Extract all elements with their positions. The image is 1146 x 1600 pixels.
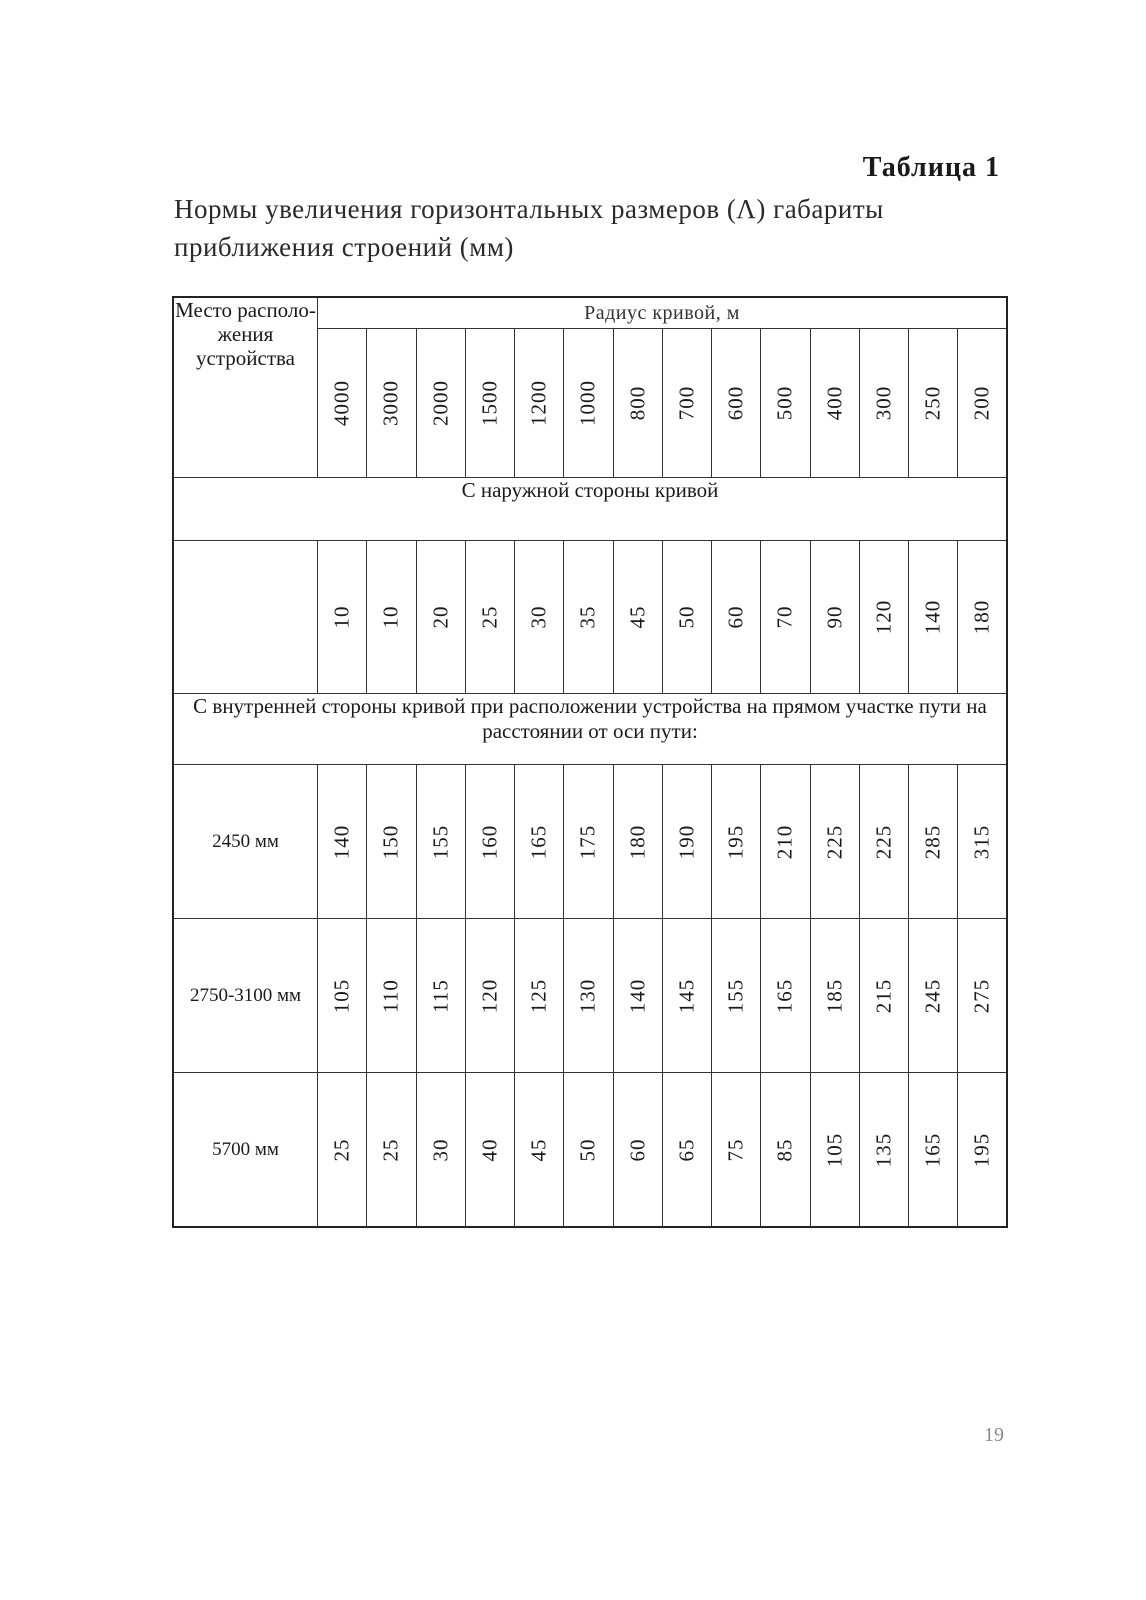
radius-cell — [712, 329, 761, 478]
location-header: Место располо-жения устройства — [173, 297, 318, 478]
value-cell-text: 135 — [871, 1132, 896, 1167]
document-title: Нормы увеличения горизонтальных размеров (Λ) габариты приближения строений (мм) — [174, 194, 884, 262]
value-cell — [613, 1073, 662, 1228]
value-cell — [416, 541, 465, 694]
value-cell-text: 85 — [772, 1138, 797, 1161]
radius-cell — [318, 329, 367, 478]
radius-cell — [909, 329, 958, 478]
value-cell-text: 60 — [723, 605, 748, 629]
distance-label: 2450 мм — [173, 765, 318, 919]
radius-cell — [810, 329, 859, 478]
value-cell-text: 150 — [378, 824, 403, 859]
value-cell — [564, 919, 613, 1073]
value-cell-text: 160 — [477, 824, 502, 859]
value-cell — [712, 765, 761, 919]
value-cell — [416, 1073, 465, 1228]
inner-section-label: С внутренней стороны кривой при расположении устройства на прямом участке пути на расстоянии от оси пути: — [173, 694, 1007, 765]
inner-section-row — [173, 694, 1007, 765]
value-cell — [367, 919, 416, 1073]
value-cell-text: 185 — [822, 978, 847, 1013]
radius-cell — [367, 329, 416, 478]
radius-cell-text: 1000 — [575, 380, 600, 426]
value-cell-text: 190 — [674, 824, 699, 859]
value-cell — [613, 541, 662, 694]
value-cell — [810, 541, 859, 694]
value-cell — [859, 919, 908, 1073]
value-cell-text: 60 — [625, 1138, 650, 1161]
outer-section-label: С наружной стороны кривой — [173, 478, 1007, 541]
distance-label: 2750-3100 мм — [173, 919, 318, 1073]
value-cell — [761, 765, 810, 919]
norms-table — [172, 296, 1008, 1228]
value-cell — [859, 765, 908, 919]
radius-cell — [662, 329, 711, 478]
value-cell-text: 215 — [871, 978, 896, 1013]
value-cell-text: 155 — [428, 824, 453, 859]
outer-values-row — [173, 541, 1007, 694]
value-cell-text: 145 — [674, 978, 699, 1013]
radius-cell-text: 2000 — [428, 380, 453, 426]
radius-cell — [958, 329, 1007, 478]
radius-cell-text: 400 — [822, 385, 847, 421]
value-cell — [515, 541, 564, 694]
value-cell — [909, 919, 958, 1073]
radius-cell — [515, 329, 564, 478]
radius-cell-text: 1500 — [477, 380, 502, 426]
radius-cell-text: 300 — [871, 385, 896, 421]
value-cell — [761, 541, 810, 694]
value-cell — [810, 1073, 859, 1228]
value-cell-text: 25 — [477, 605, 502, 629]
value-cell — [318, 1073, 367, 1228]
value-cell-text: 245 — [920, 978, 945, 1013]
radius-cell-text: 600 — [723, 385, 748, 421]
radius-cell-text: 250 — [920, 385, 945, 421]
value-cell-text: 10 — [378, 605, 403, 629]
table-row — [173, 1073, 1007, 1228]
value-cell — [810, 765, 859, 919]
value-cell — [318, 919, 367, 1073]
radius-cell — [465, 329, 514, 478]
header-row — [173, 297, 1007, 329]
value-cell-text: 25 — [378, 1138, 403, 1161]
value-cell-text: 65 — [674, 1138, 699, 1161]
value-cell — [712, 541, 761, 694]
value-cell-text: 90 — [822, 605, 847, 629]
value-cell — [613, 919, 662, 1073]
value-cell-text: 45 — [526, 1138, 551, 1161]
radius-cell-text: 3000 — [378, 380, 403, 426]
radius-cell — [613, 329, 662, 478]
value-cell — [909, 765, 958, 919]
value-cell-text: 40 — [477, 1138, 502, 1161]
value-cell-text: 315 — [969, 824, 994, 859]
value-cell-text: 20 — [428, 605, 453, 629]
value-cell — [761, 1073, 810, 1228]
page-number: 19 — [984, 1424, 1004, 1446]
radius-cell — [564, 329, 613, 478]
value-cell — [318, 765, 367, 919]
value-cell — [564, 765, 613, 919]
value-cell-text: 115 — [428, 978, 453, 1013]
value-cell-text: 225 — [822, 824, 847, 859]
value-cell-text: 125 — [526, 978, 551, 1013]
value-cell-text: 165 — [920, 1132, 945, 1167]
value-cell-text: 25 — [329, 1138, 354, 1161]
value-cell — [958, 919, 1007, 1073]
value-cell — [318, 541, 367, 694]
value-cell-text: 140 — [920, 599, 945, 635]
value-cell-text: 275 — [969, 978, 994, 1013]
value-cell — [465, 541, 514, 694]
value-cell — [367, 765, 416, 919]
value-cell — [465, 765, 514, 919]
radius-cell — [859, 329, 908, 478]
radius-cell-text: 800 — [625, 385, 650, 421]
value-cell — [416, 765, 465, 919]
radius-cell — [416, 329, 465, 478]
value-cell — [515, 919, 564, 1073]
table-row — [173, 919, 1007, 1073]
value-cell-text: 140 — [329, 824, 354, 859]
value-cell-text: 120 — [871, 599, 896, 635]
value-cell — [465, 1073, 514, 1228]
value-cell-text: 70 — [772, 605, 797, 629]
outer-section-row — [173, 478, 1007, 541]
value-cell-text: 105 — [329, 978, 354, 1013]
value-cell — [367, 541, 416, 694]
value-cell-text: 155 — [723, 978, 748, 1013]
value-cell — [712, 919, 761, 1073]
table-row — [173, 765, 1007, 919]
radius-cell-text: 1200 — [526, 380, 551, 426]
value-cell-text: 30 — [526, 605, 551, 629]
value-cell-text: 180 — [625, 824, 650, 859]
table-number: Таблица 1 — [862, 152, 1000, 183]
value-cell-text: 105 — [822, 1132, 847, 1167]
value-cell-text: 75 — [723, 1138, 748, 1161]
value-cell-text: 45 — [625, 605, 650, 629]
radius-cell-text: 200 — [969, 385, 994, 421]
radius-cell — [761, 329, 810, 478]
outer-row-label — [173, 541, 318, 694]
value-cell — [662, 1073, 711, 1228]
value-cell — [662, 919, 711, 1073]
value-cell — [515, 1073, 564, 1228]
value-cell-text: 195 — [723, 824, 748, 859]
value-cell — [416, 919, 465, 1073]
radius-cell-text: 700 — [674, 385, 699, 421]
value-cell-text: 120 — [477, 978, 502, 1013]
value-cell-text: 165 — [772, 978, 797, 1013]
value-cell — [662, 765, 711, 919]
radius-cell-text: 500 — [772, 385, 797, 421]
value-cell — [662, 541, 711, 694]
value-cell — [712, 1073, 761, 1228]
value-cell-text: 10 — [329, 605, 354, 629]
value-cell-text: 165 — [526, 824, 551, 859]
value-cell — [564, 541, 613, 694]
value-cell — [367, 1073, 416, 1228]
value-cell — [958, 1073, 1007, 1228]
value-cell — [958, 541, 1007, 694]
value-cell-text: 210 — [772, 824, 797, 859]
value-cell — [909, 1073, 958, 1228]
radius-cell-text: 4000 — [329, 380, 354, 426]
value-cell-text: 175 — [575, 824, 600, 859]
value-cell — [909, 541, 958, 694]
value-cell-text: 225 — [871, 824, 896, 859]
value-cell — [613, 765, 662, 919]
value-cell-text: 140 — [625, 978, 650, 1013]
value-cell-text: 180 — [969, 599, 994, 635]
value-cell — [810, 919, 859, 1073]
value-cell — [859, 541, 908, 694]
value-cell-text: 30 — [428, 1138, 453, 1161]
value-cell — [564, 1073, 613, 1228]
value-cell-text: 110 — [378, 978, 403, 1013]
distance-label: 5700 мм — [173, 1073, 318, 1228]
value-cell-text: 35 — [575, 605, 600, 629]
value-cell-text: 50 — [674, 605, 699, 629]
value-cell — [859, 1073, 908, 1228]
value-cell-text: 130 — [575, 978, 600, 1013]
value-cell — [958, 765, 1007, 919]
radius-header: Радиус кривой, м — [318, 297, 1008, 329]
value-cell — [515, 765, 564, 919]
value-cell — [465, 919, 514, 1073]
value-cell-text: 50 — [575, 1138, 600, 1161]
value-cell — [761, 919, 810, 1073]
value-cell-text: 195 — [969, 1132, 994, 1167]
value-cell-text: 285 — [920, 824, 945, 859]
